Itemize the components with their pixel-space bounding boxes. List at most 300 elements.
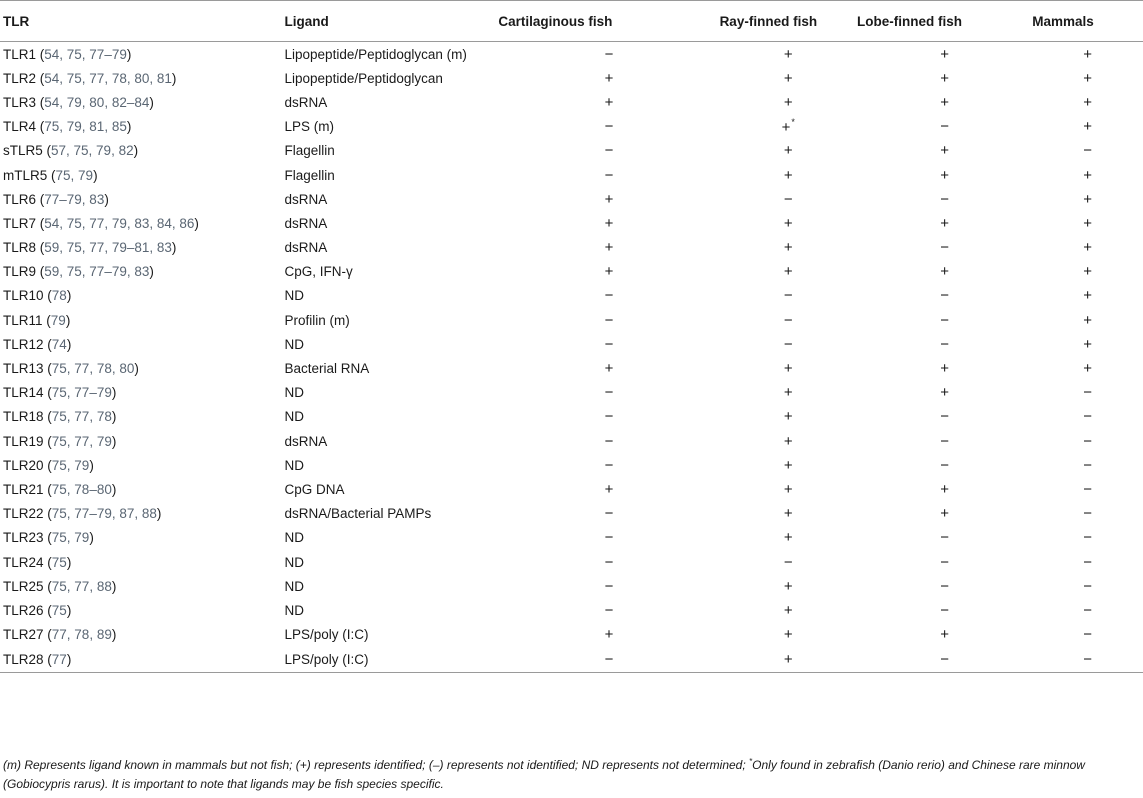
cell-tlr bbox=[0, 647, 285, 673]
cell-mammals bbox=[1032, 163, 1143, 187]
reference-links[interactable]: 75, 79, 81, 85 bbox=[44, 119, 127, 135]
reference-links[interactable]: 74 bbox=[51, 336, 67, 352]
cell-tlr bbox=[0, 115, 285, 139]
ref-open-paren: ( bbox=[36, 264, 45, 280]
cell-mammals bbox=[1032, 477, 1143, 501]
ref-open-paren: ( bbox=[43, 554, 52, 570]
cell-ligand: Flagellin bbox=[284, 167, 335, 183]
reference-links[interactable]: 75, 77, 78 bbox=[51, 409, 112, 425]
cell-cartilaginous-fish bbox=[498, 623, 719, 647]
ref-open-paren: ( bbox=[47, 167, 56, 183]
cell-cartilaginous-fish bbox=[498, 647, 719, 673]
cell-ray-finned-fish bbox=[720, 574, 857, 598]
presence-symbol: − bbox=[783, 335, 793, 353]
cell-tlr bbox=[0, 163, 285, 187]
tlr-name: TLR10 bbox=[3, 288, 44, 304]
table-body bbox=[0, 42, 1143, 673]
presence-symbol: − bbox=[1083, 505, 1092, 523]
cell-ray-finned-fish bbox=[720, 284, 857, 308]
cell-ray-finned-fish bbox=[720, 139, 857, 163]
reference-links[interactable]: 54, 75, 77, 79, 83, 84, 86 bbox=[44, 215, 195, 231]
ref-close-paren: ) bbox=[111, 409, 117, 425]
presence-symbol: − bbox=[783, 553, 793, 571]
presence-symbol: + bbox=[783, 601, 793, 619]
presence-symbol: + bbox=[783, 480, 793, 498]
presence-symbol: + bbox=[1083, 214, 1092, 232]
presence-symbol: − bbox=[604, 384, 614, 402]
cell-lobe-finned-fish bbox=[857, 42, 1032, 67]
ref-close-paren: ) bbox=[89, 530, 94, 546]
cell-cartilaginous-fish bbox=[498, 477, 719, 501]
cell-ligand: ND bbox=[284, 578, 305, 594]
presence-symbol: + bbox=[940, 384, 950, 402]
cell-ray-finned-fish bbox=[720, 356, 857, 380]
cell-lobe-finned-fish bbox=[857, 405, 1032, 429]
presence-symbol: + bbox=[604, 69, 614, 87]
presence-symbol: + bbox=[1083, 118, 1092, 136]
cell-lobe-finned-fish bbox=[857, 284, 1032, 308]
presence-symbol: + bbox=[783, 384, 793, 402]
ref-open-paren: ( bbox=[43, 457, 52, 473]
table-row bbox=[0, 308, 1143, 332]
presence-symbol: + bbox=[783, 650, 793, 668]
presence-symbol: + bbox=[940, 93, 950, 111]
ref-close-paren: ) bbox=[194, 215, 199, 231]
reference-links[interactable]: 75, 77, 88 bbox=[51, 578, 112, 594]
cell-ray-finned-fish bbox=[720, 42, 857, 67]
tlr-name: mTLR5 bbox=[3, 167, 48, 183]
cell-mammals bbox=[1032, 453, 1143, 477]
ref-open-paren: ( bbox=[36, 215, 45, 231]
presence-symbol: − bbox=[940, 190, 950, 208]
header-ligand: Ligand bbox=[285, 1, 499, 42]
ref-close-paren: ) bbox=[133, 143, 139, 159]
ref-close-paren: ) bbox=[171, 70, 177, 86]
presence-symbol: − bbox=[604, 142, 614, 160]
cell-cartilaginous-fish bbox=[498, 502, 719, 526]
presence-symbol: + bbox=[783, 166, 793, 184]
table-row bbox=[0, 260, 1143, 284]
presence-symbol: − bbox=[1083, 480, 1092, 498]
header-lobe-finned-fish: Lobe-finned fish bbox=[857, 1, 1032, 42]
cell-cartilaginous-fish bbox=[498, 550, 719, 574]
presence-symbol: + bbox=[783, 360, 793, 378]
cell-tlr bbox=[0, 284, 285, 308]
cell-ligand: ND bbox=[284, 385, 305, 401]
tlr-name: TLR8 bbox=[3, 240, 37, 256]
reference-links[interactable]: 54, 75, 77–79 bbox=[44, 46, 127, 62]
cell-cartilaginous-fish bbox=[498, 115, 719, 139]
cell-cartilaginous-fish bbox=[498, 139, 719, 163]
presence-symbol: − bbox=[940, 650, 950, 668]
ref-open-paren: ( bbox=[36, 119, 45, 135]
ref-close-paren: ) bbox=[126, 46, 132, 62]
reference-links[interactable]: 75, 77, 78, 80 bbox=[51, 361, 135, 377]
presence-symbol: + bbox=[783, 45, 793, 63]
cell-ray-finned-fish bbox=[720, 550, 857, 574]
tlr-name: TLR27 bbox=[3, 627, 44, 643]
tlr-name: TLR25 bbox=[3, 578, 44, 594]
ref-open-paren: ( bbox=[36, 240, 45, 256]
cell-cartilaginous-fish bbox=[498, 598, 719, 622]
reference-links[interactable]: 77, 78, 89 bbox=[51, 627, 112, 643]
presence-symbol: − bbox=[940, 118, 950, 136]
presence-symbol: + bbox=[940, 166, 950, 184]
tlr-name: TLR7 bbox=[3, 215, 37, 231]
table-row bbox=[0, 381, 1143, 405]
presence-symbol: − bbox=[604, 553, 614, 571]
presence-symbol: − bbox=[1083, 626, 1092, 644]
reference-links[interactable]: 77 bbox=[51, 651, 67, 667]
table-header-row bbox=[0, 1, 1143, 42]
presence-symbol: + bbox=[783, 432, 793, 450]
cell-lobe-finned-fish bbox=[857, 90, 1032, 114]
cell-ray-finned-fish bbox=[720, 308, 857, 332]
cell-mammals bbox=[1032, 356, 1143, 380]
presence-symbol: + bbox=[1083, 287, 1092, 305]
cell-lobe-finned-fish bbox=[857, 332, 1032, 356]
presence-symbol: − bbox=[940, 553, 950, 571]
cell-tlr bbox=[0, 526, 285, 550]
reference-links[interactable]: 75, 77–79 bbox=[51, 385, 112, 401]
presence-symbol: + bbox=[1083, 311, 1092, 329]
tlr-name: TLR26 bbox=[3, 602, 44, 618]
ref-close-paren: ) bbox=[111, 433, 117, 449]
footnote-text-before: (m) Represents ligand known in mammals but not fish; (+) represents identified; (–) represents not identified; ND represents not determined; bbox=[3, 758, 750, 772]
cell-ray-finned-fish bbox=[720, 260, 857, 284]
footnote-text-after: Only found in zebrafish (Danio rerio) and Chinese rare minnow (Gobiocypris rarus). It is important to note that ligands may be fish species specific. bbox=[3, 758, 1085, 791]
cell-lobe-finned-fish bbox=[857, 453, 1032, 477]
cell-ray-finned-fish bbox=[720, 187, 857, 211]
cell-ligand: dsRNA bbox=[284, 240, 328, 256]
tlr-name: TLR20 bbox=[3, 457, 44, 473]
ref-open-paren: ( bbox=[43, 602, 52, 618]
cell-tlr bbox=[0, 42, 285, 67]
cell-mammals bbox=[1032, 260, 1143, 284]
cell-mammals bbox=[1032, 526, 1143, 550]
cell-cartilaginous-fish bbox=[498, 211, 719, 235]
cell-mammals bbox=[1032, 66, 1143, 90]
presence-symbol: + bbox=[783, 214, 793, 232]
ref-open-paren: ( bbox=[43, 506, 52, 522]
table-row bbox=[0, 187, 1143, 211]
table-row bbox=[0, 477, 1143, 501]
cell-tlr bbox=[0, 429, 285, 453]
cell-ligand: ND bbox=[284, 409, 305, 425]
ref-open-paren: ( bbox=[43, 385, 52, 401]
cell-tlr bbox=[0, 356, 285, 380]
presence-symbol: + bbox=[604, 93, 614, 111]
presence-symbol: + bbox=[781, 119, 791, 137]
ref-open-paren: ( bbox=[43, 288, 52, 304]
presence-symbol: + bbox=[604, 360, 614, 378]
tlr-name: TLR19 bbox=[3, 433, 44, 449]
ref-close-paren: ) bbox=[126, 119, 132, 135]
reference-links[interactable]: 75, 79 bbox=[51, 457, 90, 473]
table-row bbox=[0, 66, 1143, 90]
cell-tlr bbox=[0, 66, 285, 90]
tlr-name: TLR28 bbox=[3, 651, 44, 667]
tlr-name: TLR1 bbox=[3, 46, 37, 62]
cell-cartilaginous-fish bbox=[498, 284, 719, 308]
footnote-marker: * bbox=[749, 757, 753, 766]
reference-links[interactable]: 57, 75, 79, 82 bbox=[51, 143, 134, 159]
presence-symbol: − bbox=[1083, 553, 1092, 571]
presence-symbol: + bbox=[940, 505, 950, 523]
cell-cartilaginous-fish bbox=[498, 308, 719, 332]
ref-close-paren: ) bbox=[111, 578, 117, 594]
ref-close-paren: ) bbox=[149, 264, 154, 280]
cell-ligand: CpG, IFN-γ bbox=[284, 264, 353, 280]
cell-lobe-finned-fish bbox=[857, 502, 1032, 526]
cell-ray-finned-fish bbox=[720, 163, 857, 187]
cell-mammals bbox=[1032, 139, 1143, 163]
ref-close-paren: ) bbox=[149, 94, 154, 110]
table-row bbox=[0, 502, 1143, 526]
reference-links[interactable]: 75, 78–80 bbox=[51, 481, 112, 497]
cell-mammals bbox=[1032, 211, 1143, 235]
header-cartilaginous-fish: Cartilaginous fish bbox=[498, 1, 719, 42]
cell-mammals bbox=[1032, 308, 1143, 332]
cell-ray-finned-fish bbox=[720, 526, 857, 550]
presence-symbol: − bbox=[940, 311, 950, 329]
cell-tlr bbox=[0, 574, 285, 598]
presence-symbol: − bbox=[604, 45, 614, 63]
ref-close-paren: ) bbox=[104, 191, 109, 207]
ref-open-paren: ( bbox=[36, 191, 45, 207]
presence-symbol: + bbox=[940, 45, 950, 63]
cell-cartilaginous-fish bbox=[498, 526, 719, 550]
cell-ray-finned-fish bbox=[720, 236, 857, 260]
reference-links[interactable]: 75, 77, 79 bbox=[51, 433, 112, 449]
cell-lobe-finned-fish bbox=[857, 187, 1032, 211]
presence-symbol: − bbox=[940, 239, 950, 257]
ref-close-paren: ) bbox=[66, 602, 72, 618]
cell-lobe-finned-fish bbox=[857, 163, 1032, 187]
footnote-marker: * bbox=[791, 117, 795, 128]
cell-mammals bbox=[1032, 429, 1143, 453]
ref-open-paren: ( bbox=[43, 530, 52, 546]
cell-mammals bbox=[1032, 405, 1143, 429]
cell-mammals bbox=[1032, 598, 1143, 622]
presence-symbol: − bbox=[783, 287, 793, 305]
presence-symbol: − bbox=[1083, 142, 1092, 160]
cell-lobe-finned-fish bbox=[857, 115, 1032, 139]
tlr-name: TLR22 bbox=[3, 506, 44, 522]
ref-close-paren: ) bbox=[93, 167, 98, 183]
presence-symbol: − bbox=[940, 529, 950, 547]
presence-symbol: − bbox=[940, 601, 950, 619]
cell-tlr bbox=[0, 502, 285, 526]
presence-symbol: − bbox=[604, 287, 614, 305]
ref-close-paren: ) bbox=[66, 288, 72, 304]
presence-symbol: + bbox=[604, 263, 614, 281]
presence-symbol: − bbox=[1083, 456, 1092, 474]
cell-cartilaginous-fish bbox=[498, 405, 719, 429]
cell-lobe-finned-fish bbox=[857, 429, 1032, 453]
ref-open-paren: ( bbox=[36, 70, 45, 86]
presence-symbol: − bbox=[604, 601, 614, 619]
cell-tlr bbox=[0, 405, 285, 429]
cell-ligand: Lipopeptide/Peptidoglycan bbox=[284, 70, 443, 86]
cell-lobe-finned-fish bbox=[857, 598, 1032, 622]
cell-cartilaginous-fish bbox=[498, 66, 719, 90]
presence-symbol: + bbox=[1083, 45, 1092, 63]
presence-symbol: − bbox=[604, 432, 614, 450]
cell-ligand: dsRNA bbox=[284, 94, 328, 110]
tlr-name: TLR23 bbox=[3, 530, 44, 546]
presence-symbol: + bbox=[783, 577, 793, 595]
presence-symbol: + bbox=[783, 239, 793, 257]
ref-open-paren: ( bbox=[43, 361, 52, 377]
ref-close-paren: ) bbox=[171, 240, 177, 256]
presence-symbol: + bbox=[604, 626, 614, 644]
cell-tlr bbox=[0, 550, 285, 574]
reference-links[interactable]: 79 bbox=[50, 312, 66, 328]
cell-lobe-finned-fish bbox=[857, 550, 1032, 574]
presence-symbol: − bbox=[604, 529, 614, 547]
tlr-name: TLR9 bbox=[3, 264, 37, 280]
cell-mammals bbox=[1032, 236, 1143, 260]
cell-mammals bbox=[1032, 332, 1143, 356]
presence-symbol: − bbox=[604, 311, 614, 329]
cell-mammals bbox=[1032, 42, 1143, 67]
presence-symbol: + bbox=[783, 142, 793, 160]
cell-lobe-finned-fish bbox=[857, 356, 1032, 380]
presence-symbol: − bbox=[940, 335, 950, 353]
cell-mammals bbox=[1032, 284, 1143, 308]
reference-links[interactable]: 59, 75, 77, 79–81, 83 bbox=[44, 240, 172, 256]
presence-symbol: + bbox=[940, 360, 950, 378]
cell-ray-finned-fish bbox=[720, 90, 857, 114]
reference-links[interactable]: 59, 75, 77–79, 83 bbox=[44, 264, 150, 280]
presence-symbol: + bbox=[783, 93, 793, 111]
ref-open-paren: ( bbox=[36, 46, 45, 62]
cell-ligand: ND bbox=[284, 602, 305, 618]
presence-symbol: + bbox=[1083, 360, 1092, 378]
cell-cartilaginous-fish bbox=[498, 236, 719, 260]
presence-symbol: + bbox=[783, 505, 793, 523]
ref-close-paren: ) bbox=[134, 361, 139, 377]
presence-symbol: − bbox=[1083, 601, 1092, 619]
ref-close-paren: ) bbox=[111, 385, 117, 401]
ref-open-paren: ( bbox=[43, 433, 52, 449]
cell-lobe-finned-fish bbox=[857, 381, 1032, 405]
cell-ray-finned-fish bbox=[720, 332, 857, 356]
cell-ligand: ND bbox=[284, 336, 305, 352]
cell-tlr bbox=[0, 453, 285, 477]
presence-symbol: + bbox=[1083, 335, 1092, 353]
cell-lobe-finned-fish bbox=[857, 308, 1032, 332]
header-ray-finned-fish: Ray-finned fish bbox=[720, 1, 857, 42]
cell-ligand: dsRNA bbox=[284, 191, 328, 207]
reference-links[interactable]: 75 bbox=[51, 602, 67, 618]
presence-symbol: − bbox=[1083, 408, 1092, 426]
cell-lobe-finned-fish bbox=[857, 526, 1032, 550]
table-row bbox=[0, 526, 1143, 550]
presence-symbol: + bbox=[940, 69, 950, 87]
presence-symbol: + bbox=[604, 239, 614, 257]
table-row bbox=[0, 550, 1143, 574]
cell-ray-finned-fish bbox=[720, 66, 857, 90]
reference-links[interactable]: 78 bbox=[51, 288, 67, 304]
ref-open-paren: ( bbox=[43, 627, 52, 643]
cell-mammals bbox=[1032, 381, 1143, 405]
cell-lobe-finned-fish bbox=[857, 211, 1032, 235]
presence-symbol: − bbox=[1083, 650, 1092, 668]
cell-ray-finned-fish bbox=[720, 429, 857, 453]
cell-ray-finned-fish bbox=[720, 477, 857, 501]
tlr-name: TLR4 bbox=[3, 119, 37, 135]
cell-cartilaginous-fish bbox=[498, 163, 719, 187]
presence-symbol: − bbox=[604, 456, 614, 474]
presence-symbol: + bbox=[783, 626, 793, 644]
cell-tlr bbox=[0, 332, 285, 356]
cell-ray-finned-fish bbox=[720, 211, 857, 235]
table-row bbox=[0, 623, 1143, 647]
cell-ligand: dsRNA bbox=[284, 433, 328, 449]
cell-ligand: Bacterial RNA bbox=[284, 361, 370, 377]
cell-ray-finned-fish bbox=[720, 623, 857, 647]
reference-links[interactable]: 54, 79, 80, 82–84 bbox=[44, 94, 150, 110]
cell-ligand: LPS/poly (I:C) bbox=[284, 627, 369, 643]
reference-links[interactable]: 75, 79 bbox=[55, 167, 94, 183]
table-row bbox=[0, 647, 1143, 673]
presence-symbol: + bbox=[604, 480, 614, 498]
reference-links[interactable]: 75, 77–79, 87, 88 bbox=[51, 506, 157, 522]
cell-tlr bbox=[0, 90, 285, 114]
presence-symbol: − bbox=[1083, 529, 1092, 547]
tlr-name: TLR2 bbox=[3, 70, 37, 86]
reference-links[interactable]: 77–79, 83 bbox=[44, 191, 105, 207]
cell-tlr bbox=[0, 308, 285, 332]
table-row bbox=[0, 405, 1143, 429]
ref-close-paren: ) bbox=[66, 336, 72, 352]
table-row bbox=[0, 42, 1143, 67]
table-footnote bbox=[3, 752, 1138, 794]
tlr-name: TLR21 bbox=[3, 481, 44, 497]
cell-lobe-finned-fish bbox=[857, 236, 1032, 260]
reference-links[interactable]: 75, 79 bbox=[51, 530, 90, 546]
reference-links[interactable]: 54, 75, 77, 78, 80, 81 bbox=[44, 70, 172, 86]
table-row bbox=[0, 211, 1143, 235]
ref-close-paren: ) bbox=[156, 506, 162, 522]
presence-symbol: − bbox=[1083, 577, 1092, 595]
presence-symbol: + bbox=[940, 142, 950, 160]
cell-tlr bbox=[0, 260, 285, 284]
table-row bbox=[0, 453, 1143, 477]
table-row bbox=[0, 236, 1143, 260]
cell-ligand: ND bbox=[284, 457, 305, 473]
ref-open-paren: ( bbox=[36, 94, 45, 110]
ref-close-paren: ) bbox=[66, 554, 72, 570]
presence-symbol: + bbox=[783, 456, 793, 474]
header-tlr: TLR bbox=[0, 1, 285, 42]
reference-links[interactable]: 75 bbox=[51, 554, 67, 570]
tlr-name: TLR11 bbox=[3, 312, 43, 328]
ref-close-paren: ) bbox=[111, 481, 117, 497]
cell-tlr bbox=[0, 187, 285, 211]
presence-symbol: − bbox=[604, 335, 614, 353]
cell-ligand: Profilin (m) bbox=[284, 312, 350, 328]
table-row bbox=[0, 163, 1143, 187]
table-row bbox=[0, 139, 1143, 163]
presence-symbol: + bbox=[1083, 239, 1092, 257]
cell-tlr bbox=[0, 211, 285, 235]
presence-symbol: + bbox=[783, 408, 793, 426]
tlr-name: TLR12 bbox=[3, 336, 44, 352]
cell-lobe-finned-fish bbox=[857, 647, 1032, 673]
